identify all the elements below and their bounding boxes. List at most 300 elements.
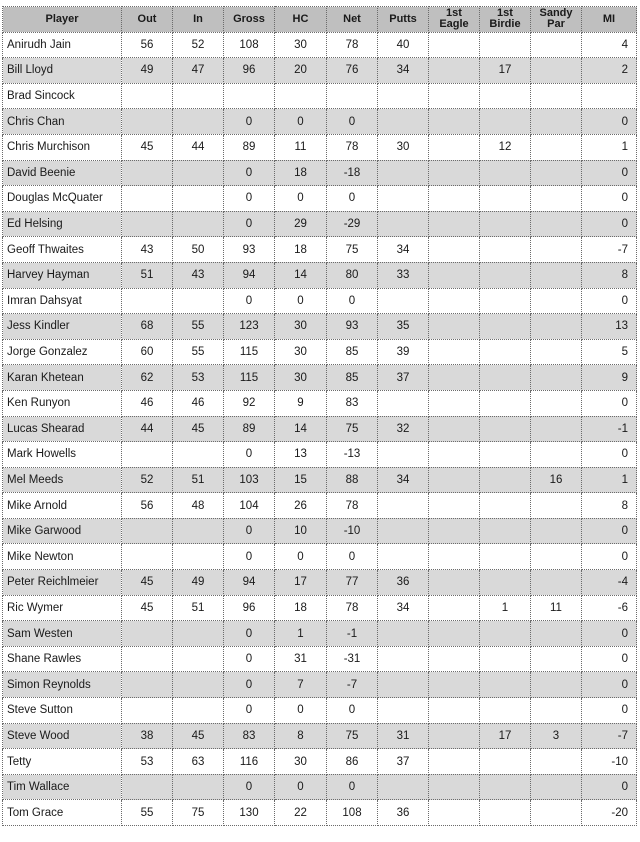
column-header-net: Net [327, 7, 378, 33]
mi-cell: -20 [582, 800, 637, 826]
handicap-cell: 0 [275, 774, 327, 800]
net-score-cell: -31 [327, 646, 378, 672]
net-score-cell: 85 [327, 365, 378, 391]
net-score-cell: 75 [327, 416, 378, 442]
gross-score-cell: 116 [224, 749, 275, 775]
putts-cell [378, 646, 429, 672]
gross-score-cell: 0 [224, 646, 275, 672]
net-score-cell: 0 [327, 698, 378, 724]
first-birdie-cell [480, 186, 531, 212]
player-name-cell: Ed Helsing [3, 211, 122, 237]
player-name-cell: Ric Wymer [3, 595, 122, 621]
player-name-cell: Douglas McQuater [3, 186, 122, 212]
sandy-par-cell [531, 83, 582, 109]
gross-score-cell: 0 [224, 518, 275, 544]
putts-cell [378, 621, 429, 647]
first-birdie-cell [480, 109, 531, 135]
first-eagle-cell [429, 749, 480, 775]
player-name-cell: Shane Rawles [3, 646, 122, 672]
handicap-cell: 14 [275, 416, 327, 442]
column-header-hc: HC [275, 7, 327, 33]
first-birdie-cell [480, 416, 531, 442]
mi-cell: 9 [582, 365, 637, 391]
in-score-cell [173, 83, 224, 109]
out-score-cell: 43 [122, 237, 173, 263]
gross-score-cell: 94 [224, 570, 275, 596]
net-score-cell: 78 [327, 595, 378, 621]
out-score-cell [122, 83, 173, 109]
player-name-cell: Geoff Thwaites [3, 237, 122, 263]
net-score-cell: 85 [327, 339, 378, 365]
first-birdie-cell [480, 518, 531, 544]
sandy-par-cell: 3 [531, 723, 582, 749]
first-eagle-cell [429, 288, 480, 314]
table-row [3, 544, 637, 570]
in-score-cell: 52 [173, 32, 224, 58]
gross-score-cell: 115 [224, 339, 275, 365]
gross-score-cell: 94 [224, 262, 275, 288]
net-score-cell [327, 83, 378, 109]
mi-cell: 5 [582, 339, 637, 365]
gross-score-cell: 0 [224, 288, 275, 314]
table-row [3, 58, 637, 84]
putts-cell: 30 [378, 134, 429, 160]
column-header-sandy-par [531, 7, 582, 33]
first-eagle-cell [429, 134, 480, 160]
in-score-cell [173, 160, 224, 186]
out-score-cell: 56 [122, 32, 173, 58]
gross-score-cell: 96 [224, 58, 275, 84]
first-birdie-cell [480, 32, 531, 58]
table-row [3, 672, 637, 698]
sandy-par-cell [531, 390, 582, 416]
in-score-cell: 48 [173, 493, 224, 519]
first-eagle-cell [429, 83, 480, 109]
gross-score-cell: 0 [224, 160, 275, 186]
table-row [3, 518, 637, 544]
putts-cell: 33 [378, 262, 429, 288]
sandy-par-cell [531, 774, 582, 800]
gross-score-cell: 0 [224, 672, 275, 698]
first-eagle-cell [429, 646, 480, 672]
player-name-cell: Sam Westen [3, 621, 122, 647]
column-header-first-eagle [429, 7, 480, 33]
net-score-cell: 77 [327, 570, 378, 596]
net-score-cell: -10 [327, 518, 378, 544]
net-score-cell: 76 [327, 58, 378, 84]
table-row [3, 467, 637, 493]
mi-cell: -7 [582, 723, 637, 749]
player-name-cell: Tom Grace [3, 800, 122, 826]
table-row [3, 723, 637, 749]
sandy-par-cell [531, 288, 582, 314]
putts-cell: 34 [378, 237, 429, 263]
in-score-cell: 43 [173, 262, 224, 288]
mi-cell: 8 [582, 262, 637, 288]
table-row [3, 262, 637, 288]
first-birdie-cell [480, 774, 531, 800]
player-name-cell: Tim Wallace [3, 774, 122, 800]
scorecard-table [2, 6, 637, 826]
first-eagle-cell [429, 109, 480, 135]
player-name-cell: Tetty [3, 749, 122, 775]
table-row [3, 83, 637, 109]
header-line: Par [547, 18, 565, 31]
table-row [3, 698, 637, 724]
handicap-cell: 1 [275, 621, 327, 647]
net-score-cell: 0 [327, 109, 378, 135]
out-score-cell [122, 109, 173, 135]
mi-cell: 0 [582, 544, 637, 570]
first-eagle-cell [429, 314, 480, 340]
putts-cell: 39 [378, 339, 429, 365]
sandy-par-cell [531, 672, 582, 698]
first-birdie-cell [480, 800, 531, 826]
header-line: Birdie [489, 18, 521, 31]
sandy-par-cell [531, 365, 582, 391]
first-birdie-cell [480, 442, 531, 468]
first-eagle-cell [429, 467, 480, 493]
in-score-cell [173, 698, 224, 724]
table-row [3, 160, 637, 186]
player-name-cell: Jorge Gonzalez [3, 339, 122, 365]
out-score-cell [122, 774, 173, 800]
first-birdie-cell [480, 493, 531, 519]
out-score-cell: 68 [122, 314, 173, 340]
column-header-player: Player [3, 7, 122, 33]
gross-score-cell: 0 [224, 544, 275, 570]
handicap-cell: 11 [275, 134, 327, 160]
sandy-par-cell [531, 698, 582, 724]
out-score-cell [122, 698, 173, 724]
gross-score-cell: 0 [224, 442, 275, 468]
out-score-cell: 49 [122, 58, 173, 84]
sandy-par-cell: 11 [531, 595, 582, 621]
gross-score-cell: 130 [224, 800, 275, 826]
handicap-cell: 30 [275, 339, 327, 365]
first-eagle-cell [429, 186, 480, 212]
first-birdie-cell [480, 570, 531, 596]
net-score-cell: 78 [327, 134, 378, 160]
gross-score-cell: 0 [224, 698, 275, 724]
putts-cell: 37 [378, 749, 429, 775]
sandy-par-cell [531, 237, 582, 263]
first-eagle-cell [429, 160, 480, 186]
player-name-cell: Mel Meeds [3, 467, 122, 493]
out-score-cell: 38 [122, 723, 173, 749]
mi-cell: -4 [582, 570, 637, 596]
out-score-cell: 45 [122, 570, 173, 596]
sandy-par-cell [531, 749, 582, 775]
net-score-cell: 83 [327, 390, 378, 416]
net-score-cell: 0 [327, 186, 378, 212]
first-birdie-cell [480, 339, 531, 365]
gross-score-cell: 104 [224, 493, 275, 519]
player-name-cell: Chris Murchison [3, 134, 122, 160]
handicap-cell: 30 [275, 365, 327, 391]
first-birdie-cell: 17 [480, 58, 531, 84]
in-score-cell: 45 [173, 416, 224, 442]
putts-cell [378, 442, 429, 468]
gross-score-cell: 0 [224, 774, 275, 800]
mi-cell: 1 [582, 134, 637, 160]
net-score-cell: 78 [327, 493, 378, 519]
player-name-cell: Steve Sutton [3, 698, 122, 724]
net-score-cell: -29 [327, 211, 378, 237]
first-eagle-cell [429, 774, 480, 800]
first-eagle-cell [429, 390, 480, 416]
handicap-cell: 10 [275, 518, 327, 544]
first-eagle-cell [429, 339, 480, 365]
header-row [3, 7, 637, 33]
first-eagle-cell [429, 544, 480, 570]
net-score-cell: 80 [327, 262, 378, 288]
gross-score-cell: 83 [224, 723, 275, 749]
in-score-cell: 46 [173, 390, 224, 416]
out-score-cell [122, 186, 173, 212]
putts-cell: 34 [378, 58, 429, 84]
handicap-cell: 26 [275, 493, 327, 519]
table-row [3, 365, 637, 391]
first-birdie-cell [480, 467, 531, 493]
sandy-par-cell [531, 646, 582, 672]
in-score-cell [173, 646, 224, 672]
column-header-out: Out [122, 7, 173, 33]
first-birdie-cell [480, 698, 531, 724]
mi-cell: 13 [582, 314, 637, 340]
net-score-cell: 75 [327, 723, 378, 749]
handicap-cell: 0 [275, 288, 327, 314]
net-score-cell: 75 [327, 237, 378, 263]
putts-cell: 35 [378, 314, 429, 340]
putts-cell: 31 [378, 723, 429, 749]
putts-cell [378, 774, 429, 800]
mi-cell: 0 [582, 518, 637, 544]
first-birdie-cell [480, 365, 531, 391]
gross-score-cell: 108 [224, 32, 275, 58]
player-name-cell: Mike Garwood [3, 518, 122, 544]
first-birdie-cell [480, 83, 531, 109]
mi-cell: 0 [582, 160, 637, 186]
handicap-cell: 18 [275, 237, 327, 263]
first-birdie-cell: 12 [480, 134, 531, 160]
mi-cell: 0 [582, 698, 637, 724]
net-score-cell: -7 [327, 672, 378, 698]
column-header-mi: MI [582, 7, 637, 33]
sandy-par-cell [531, 314, 582, 340]
table-row [3, 416, 637, 442]
out-score-cell: 53 [122, 749, 173, 775]
in-score-cell: 45 [173, 723, 224, 749]
in-score-cell [173, 288, 224, 314]
first-eagle-cell [429, 32, 480, 58]
in-score-cell: 47 [173, 58, 224, 84]
gross-score-cell: 89 [224, 134, 275, 160]
handicap-cell: 30 [275, 749, 327, 775]
first-eagle-cell [429, 698, 480, 724]
first-birdie-cell [480, 544, 531, 570]
first-birdie-cell [480, 314, 531, 340]
putts-cell [378, 109, 429, 135]
in-score-cell [173, 211, 224, 237]
first-birdie-cell [480, 288, 531, 314]
out-score-cell: 60 [122, 339, 173, 365]
net-score-cell: 78 [327, 32, 378, 58]
first-birdie-cell [480, 237, 531, 263]
handicap-cell: 17 [275, 570, 327, 596]
mi-cell: 0 [582, 288, 637, 314]
in-score-cell: 75 [173, 800, 224, 826]
first-eagle-cell [429, 672, 480, 698]
sandy-par-cell [531, 186, 582, 212]
in-score-cell: 49 [173, 570, 224, 596]
mi-cell: 8 [582, 493, 637, 519]
out-score-cell: 62 [122, 365, 173, 391]
first-birdie-cell [480, 672, 531, 698]
in-score-cell [173, 186, 224, 212]
table-row [3, 442, 637, 468]
first-birdie-cell [480, 262, 531, 288]
net-score-cell: -1 [327, 621, 378, 647]
sandy-par-cell [531, 109, 582, 135]
gross-score-cell: 0 [224, 186, 275, 212]
net-score-cell: 93 [327, 314, 378, 340]
first-eagle-cell [429, 518, 480, 544]
gross-score-cell: 123 [224, 314, 275, 340]
putts-cell: 40 [378, 32, 429, 58]
column-header-first-birdie [480, 7, 531, 33]
mi-cell: 1 [582, 467, 637, 493]
handicap-cell: 0 [275, 186, 327, 212]
net-score-cell: 0 [327, 288, 378, 314]
mi-cell: 0 [582, 442, 637, 468]
header-line: Sandy [539, 7, 573, 20]
first-eagle-cell [429, 595, 480, 621]
player-name-cell: Lucas Shearad [3, 416, 122, 442]
handicap-cell: 30 [275, 32, 327, 58]
in-score-cell [173, 672, 224, 698]
handicap-cell: 0 [275, 109, 327, 135]
table-row [3, 493, 637, 519]
out-score-cell: 45 [122, 595, 173, 621]
mi-cell: -1 [582, 416, 637, 442]
in-score-cell: 63 [173, 749, 224, 775]
player-name-cell: Mark Howells [3, 442, 122, 468]
mi-cell: 4 [582, 32, 637, 58]
out-score-cell: 56 [122, 493, 173, 519]
sandy-par-cell [531, 32, 582, 58]
putts-cell: 37 [378, 365, 429, 391]
sandy-par-cell [531, 493, 582, 519]
header-line: 1st [446, 7, 462, 20]
putts-cell [378, 160, 429, 186]
first-eagle-cell [429, 262, 480, 288]
player-name-cell: Harvey Hayman [3, 262, 122, 288]
player-name-cell: Jess Kindler [3, 314, 122, 340]
gross-score-cell: 0 [224, 621, 275, 647]
score-rows [3, 32, 637, 825]
player-name-cell: Brad Sincock [3, 83, 122, 109]
putts-cell [378, 186, 429, 212]
table-row [3, 621, 637, 647]
out-score-cell [122, 646, 173, 672]
mi-cell: -6 [582, 595, 637, 621]
putts-cell: 32 [378, 416, 429, 442]
handicap-cell: 7 [275, 672, 327, 698]
out-score-cell [122, 621, 173, 647]
in-score-cell: 44 [173, 134, 224, 160]
gross-score-cell: 89 [224, 416, 275, 442]
handicap-cell: 31 [275, 646, 327, 672]
net-score-cell: 108 [327, 800, 378, 826]
player-name-cell: Bill Lloyd [3, 58, 122, 84]
putts-cell [378, 672, 429, 698]
table-row [3, 32, 637, 58]
handicap-cell: 0 [275, 544, 327, 570]
handicap-cell: 18 [275, 595, 327, 621]
table-row [3, 800, 637, 826]
gross-score-cell: 0 [224, 211, 275, 237]
mi-cell: 0 [582, 390, 637, 416]
sandy-par-cell: 16 [531, 467, 582, 493]
player-name-cell: Chris Chan [3, 109, 122, 135]
column-header-gross: Gross [224, 7, 275, 33]
putts-cell: 36 [378, 800, 429, 826]
table-row [3, 314, 637, 340]
gross-score-cell [224, 83, 275, 109]
table-row [3, 595, 637, 621]
mi-cell: 2 [582, 58, 637, 84]
out-score-cell [122, 672, 173, 698]
mi-cell: 0 [582, 109, 637, 135]
column-header-putts: Putts [378, 7, 429, 33]
first-eagle-cell [429, 211, 480, 237]
player-name-cell: Simon Reynolds [3, 672, 122, 698]
putts-cell [378, 83, 429, 109]
out-score-cell [122, 160, 173, 186]
player-name-cell: Ken Runyon [3, 390, 122, 416]
out-score-cell: 46 [122, 390, 173, 416]
putts-cell [378, 518, 429, 544]
sandy-par-cell [531, 339, 582, 365]
sandy-par-cell [531, 442, 582, 468]
handicap-cell: 15 [275, 467, 327, 493]
gross-score-cell: 92 [224, 390, 275, 416]
out-score-cell: 55 [122, 800, 173, 826]
out-score-cell: 52 [122, 467, 173, 493]
sandy-par-cell [531, 416, 582, 442]
sandy-par-cell [531, 211, 582, 237]
first-eagle-cell [429, 570, 480, 596]
player-name-cell: Peter Reichlmeier [3, 570, 122, 596]
table-row [3, 186, 637, 212]
first-eagle-cell [429, 493, 480, 519]
putts-cell: 34 [378, 595, 429, 621]
player-name-cell: Mike Newton [3, 544, 122, 570]
table-row [3, 646, 637, 672]
sandy-par-cell [531, 134, 582, 160]
header-line: 1st [497, 7, 513, 20]
first-eagle-cell [429, 442, 480, 468]
putts-cell [378, 544, 429, 570]
first-eagle-cell [429, 800, 480, 826]
handicap-cell: 13 [275, 442, 327, 468]
table-row [3, 774, 637, 800]
net-score-cell: -13 [327, 442, 378, 468]
sandy-par-cell [531, 160, 582, 186]
out-score-cell [122, 518, 173, 544]
mi-cell [582, 83, 637, 109]
